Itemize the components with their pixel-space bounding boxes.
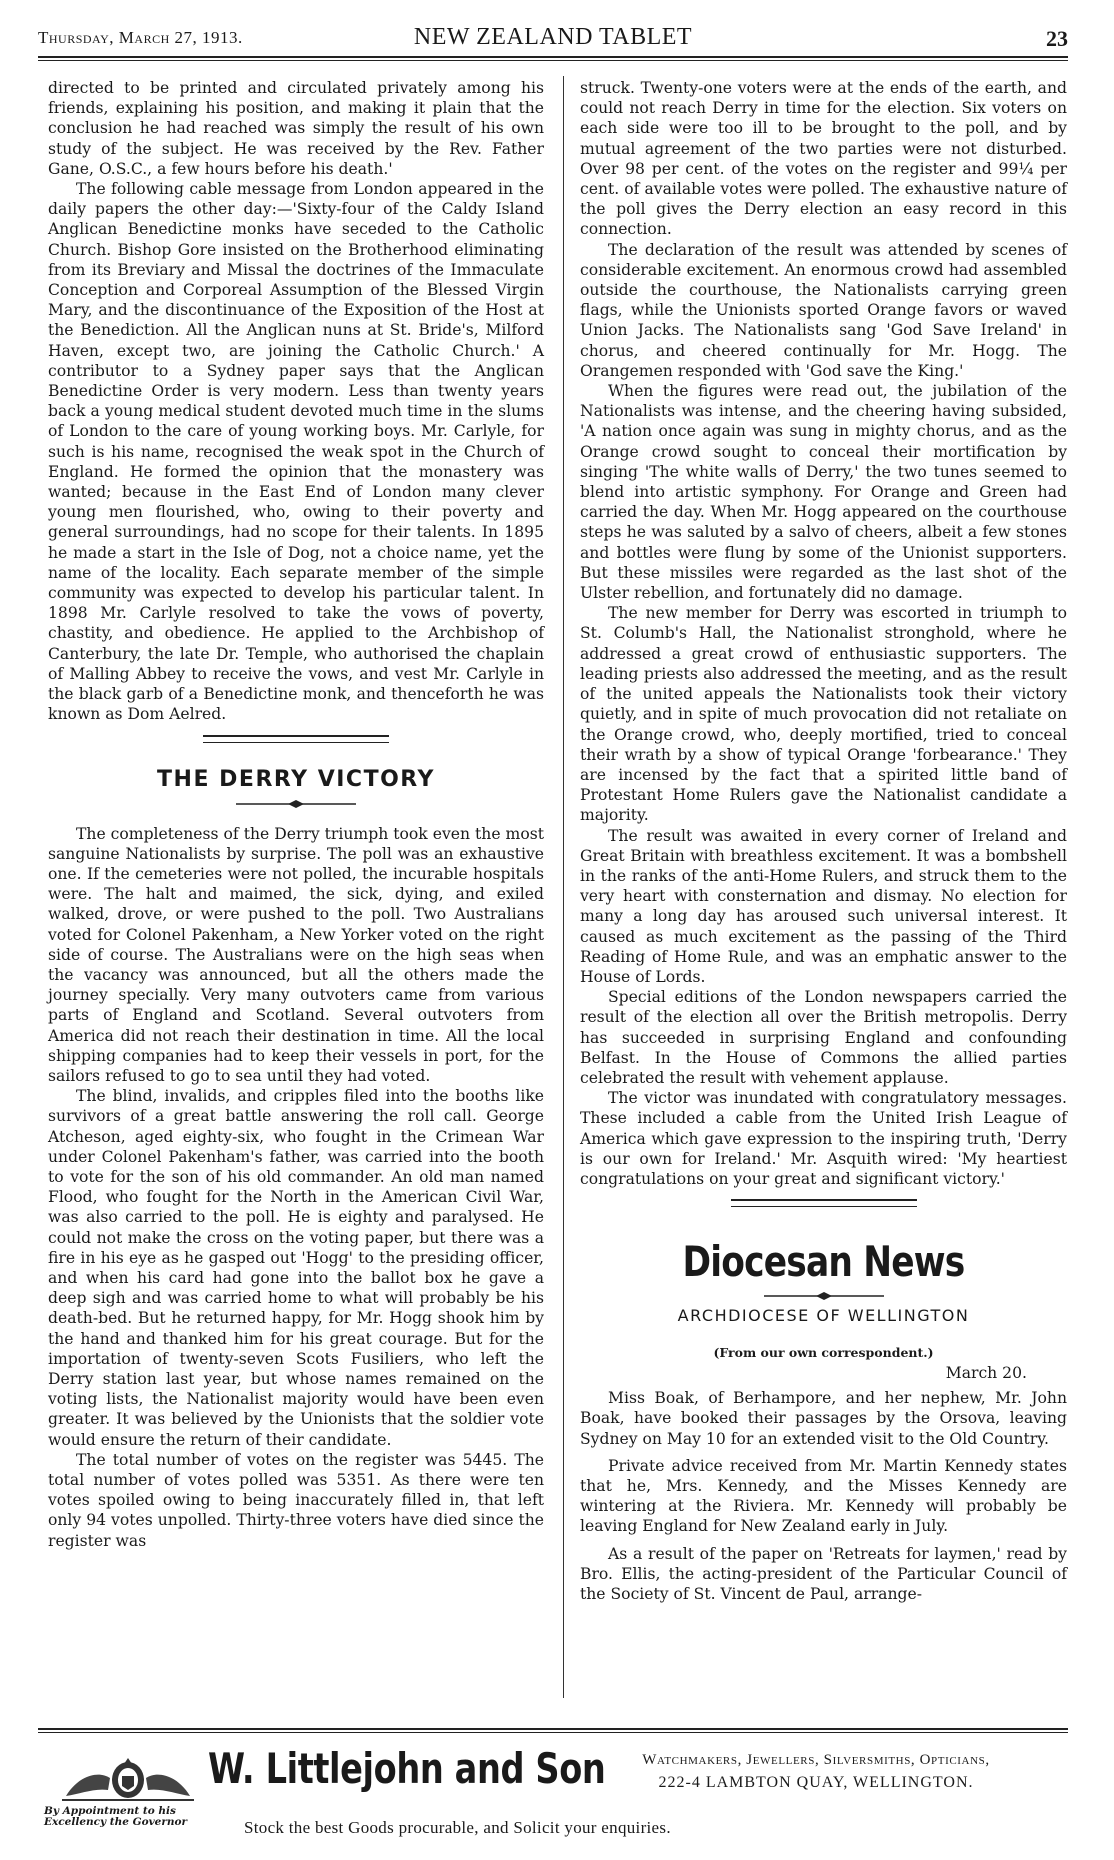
paragraph: The completeness of the Derry triumph took even the most sanguine Nationalists by surprise. The poll was an exhaustive one. If the cemeteries were not polled, the incurable hospitals were. The halt and maimed, the sick, dying, and exiled walked, drove, or were pushed to the poll. Two Australians voted for Colonel Pakenham, a New Yorker voted on the right side of course. The Australians were on the high seas when the vacancy was announced, but all the others made the journey specially. Very many outvoters came from various parts of England and Scotland. Several outvoters from America did not reach their destination in time. All the local shipping companies had to keep their vessels in port, for the sailors refused to go to sea until they had voted. xyxy=(48,824,544,1085)
paragraph: directed to be printed and circulated privately among his friends, explaining his position, and making it plain that the conclusion he had reached was simply the result of his own study of the subject. He was received by the Rev. Father Gane, O.S.C., a few hours before his death.' xyxy=(48,79,544,178)
page-number: 23 xyxy=(1046,26,1068,51)
paragraph: The victor was inundated with congratulatory messages. These included a cable from the United Irish League of America which gave expression to the inspiring truth, 'Derry is our own for Ireland.' Mr. Asquith wired: 'My heartiest congratulations on your great and significant victory.' xyxy=(580,1089,1067,1188)
paragraph: Miss Boak, of Berhampore, and her nephew, Mr. John Boak, have booked their passages by the Orsova, leaving Sydney on May 10 for an extended visit to the Old Country. xyxy=(580,1389,1067,1448)
paragraph: Private advice received from Mr. Martin Kennedy states that he, Mrs. Kennedy, and the Misses Kennedy are wintering at the Riviera. Mr. Kennedy will probably be leaving England for New Zealand early in July. xyxy=(580,1456,1067,1536)
section-separator xyxy=(731,1199,917,1207)
section-subhead: ARCHDIOCESE OF WELLINGTON xyxy=(677,1306,970,1326)
article-separator xyxy=(203,735,389,743)
paragraph: The new member for Derry was escorted in triumph to St. Columb's Hall, the Nationalist stronghold, where he addressed a great crowd of enthusiastic supporters. The leading priests also addressed the meeting, and as the result of the united appeals the Nationalists took their victory quietly, and in spite of much provocation did not retaliate on the Orange crowd, who, deeply mortified, tried to conceal their wrath by a show of typical Orange 'forbearance.' They are incensed by the fact that a spirited little band of Protestant Home Rulers gave the Nationalist candidate a majority. xyxy=(580,604,1067,825)
correspondent-note: (From our own correspondent.) xyxy=(713,1345,934,1361)
dateline: March 20. xyxy=(945,1364,1027,1383)
royal-crest-icon xyxy=(58,1756,198,1802)
appointment-line: Excellency the Governor xyxy=(44,1816,188,1828)
paragraph: The result was awaited in every corner of Ireland and Great Britain with breathless excitement. It was a bombshell in the ranks of the anti-Home Rulers, and struck them to the very heart with consternation and dismay. No election for many a long day has aroused such universal interest. It caused as much excitement as the passing of the Third Reading of Home Rule, and was an emphatic answer to the House of Lords. xyxy=(580,826,1067,986)
page-header xyxy=(38,24,1068,54)
footer-rule-thin xyxy=(38,1732,1068,1733)
royal-appointment xyxy=(44,1806,234,1828)
paragraph: The following cable message from London appeared in the daily papers the other day:—'Sixty-four of the Caldy Island Anglican Benedictine monks have seceded to the Catholic Church. Bishop Gore insisted on the Brotherhood eliminating from its Breviary and Missal the doctrines of the Immaculate Conception and Corporeal Assumption of the Blessed Virgin Mary, and the discontinuance of the Exposition of the Host at the Benediction. All the Anglican nuns at St. Bride's, Milford Haven, except two, are joining the Catholic Church.' A contributor to a Sydney paper says that the Anglican Benedictine Order is very modern. Less than twenty years back a young medical student devoted much time in the slums of London to the care of young working boys. Mr. Carlyle, for such is his name, recognised the weak spot in the Church of England. He formed the opinion that the monastery was wanted; because in the East End of London many clever young men flourished, who, owing to their poverty and general surroundings, had no scope for their talents. In 1895 he made a start in the Isle of Dog, not a choice name, yet the name of the locality. Each separate member of the simple community was expected to develop his particular talent. In 1898 Mr. Carlyle resolved to take the vows of poverty, chastity, and obedience. He applied to the Archbishop of Canterbury, the late Dr. Temple, who authorised the chaplain of Malling Abbey to receive the vows, and vest Mr. Carlyle in the black garb of a Benedictine monk, and thenceforth he was known as Dom Aelred. xyxy=(48,180,544,724)
right-column xyxy=(580,78,1067,1604)
paragraph: The blind, invalids, and cripples filed into the booths like survivors of a great battle answering the roll call. George Atcheson, aged eighty-six, who fought in the Crimean War under Colonel Pakenham's father, was carried into the booth to vote for the son of his old commander. An old man named Flood, who fought for the North in the American Civil War, was also carried to the poll. He is eighty and paralysed. He could not make the cross on the voting paper, but there was a fire in his eye as he gasped out 'Hogg' to the presiding officer, and when his card had gone into the ballot box he gave a deep sigh and was carried home to what will probably be his death-bed. But he returned happy, for Mr. Hogg shook him by the hand and thanked him for his great courage. But for the importation of twenty-seven Scots Fusiliers, who left the Derry station last year, but whose names remained on the voting lists, the Nationalist majority would have been even greater. It was believed by the Unionists that the soldier vote would ensure the return of their candidate. xyxy=(48,1087,544,1449)
article-title: THE DERRY VICTORY xyxy=(157,766,435,792)
section-title: Diocesan News xyxy=(682,1237,965,1287)
issue-date: Thursday, March 27, 1913. xyxy=(38,28,243,47)
masthead-title: NEW ZEALAND TABLET xyxy=(413,24,693,50)
paragraph: The declaration of the result was attended by scenes of considerable excitement. An enormous crowd had assembled outside the courthouse, the Nationalists carrying green flags, while the Unionists sported Orange favors or waved Union Jacks. The Nationalists sang 'God Save Ireland' in chorus, and cheered continually for Mr. Hogg. The Orangemen responded with 'God save the King.' xyxy=(580,240,1067,380)
appointment-line: By Appointment to his xyxy=(44,1805,176,1817)
ornament-divider-icon xyxy=(236,800,356,808)
paragraph: When the figures were read out, the jubilation of the Nationalists was intense, and the cheering having subsided, 'A nation once again was sung in mighty chorus, and as the Orange crowd sought to conceal their mortification by singing 'The white walls of Derry,' the two tunes seemed to blend into artistic symphony. For Orange and Green had carried the day. When Mr. Hogg appeared on the courthouse steps he was saluted by a salvo of cheers, albeit a few stones and bottles were flung by some of the Unionist supporters. But these missiles were regarded as the last shot of the Ulster rebellion, and fortunately did no damage. xyxy=(580,382,1067,603)
firm-trades: Watchmakers, Jewellers, Silversmiths, Opticians, xyxy=(642,1752,990,1768)
firm-slogan: Stock the best Goods procurable, and Solicit your enquiries. xyxy=(244,1818,671,1837)
paragraph: The total number of votes on the register was 5445. The total number of votes polled was 5351. As there were ten votes spoiled owing to being inaccurately filled in, that left only 94 votes unpolled. Thirty-three voters have died since the register was xyxy=(48,1450,544,1550)
paragraph: As a result of the paper on 'Retreats for laymen,' read by Bro. Ellis, the acting-president of the Particular Council of the Society of St. Vincent de Paul, arrange- xyxy=(580,1544,1067,1603)
column-divider xyxy=(563,76,564,1698)
firm-address: 222-4 LAMBTON QUAY, WELLINGTON. xyxy=(658,1774,974,1791)
paragraph: struck. Twenty-one voters were at the ends of the earth, and could not reach Derry in time for the election. Six voters on each side were too ill to be brought to the poll, and by mutual agreement of the two parties were not disturbed. Over 98 per cent. of the votes on the register and 99¼ per cent. of available votes were polled. The exhaustive nature of the poll gives the Derry election an easy record in this connection. xyxy=(580,79,1067,239)
advertisement xyxy=(38,1738,1068,1858)
firm-name: W. Littlejohn and Son xyxy=(208,1744,606,1793)
footer-rule xyxy=(38,1728,1068,1730)
header-rule xyxy=(38,56,1068,58)
ornament-divider-icon xyxy=(764,1292,884,1300)
header-rule-thin xyxy=(38,60,1068,61)
paragraph: Special editions of the London newspapers carried the result of the election all over the British metropolis. Derry has succeeded in surprising England and confounding Belfast. In the House of Commons the allied parties celebrated the result with vehement applause. xyxy=(580,988,1067,1087)
left-column xyxy=(48,78,544,1551)
